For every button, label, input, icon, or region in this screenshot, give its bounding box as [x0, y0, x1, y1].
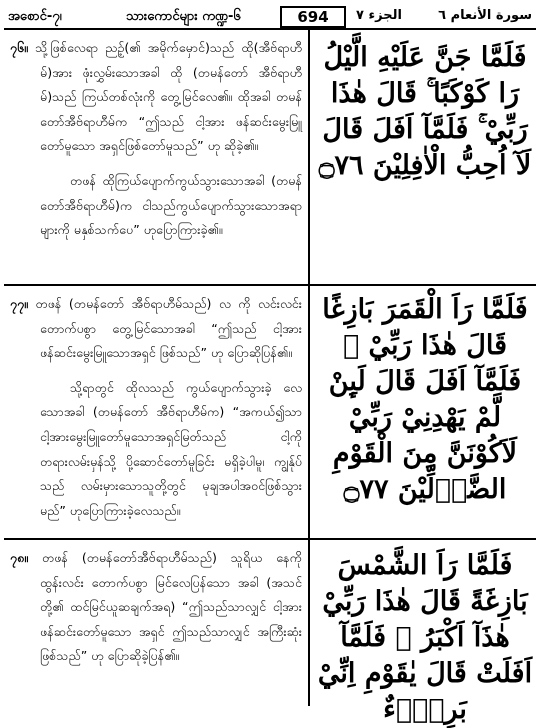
- volume-label: အစောင်-၇၊: [8, 9, 62, 24]
- translation-paragraph: သို့ရာတွင် ထိုလသည် ကွယ်ပျောက်သွားခဲ့ လေသောအခါ (တမန်တော် အီဗ်ရာဟီမ်က) “အကယ်၍သာ ငါ့အားမွေးမြူတော်မူသောအရှင်မြတ်သည် ငါ့ကို တရားလမ်းမှန်သို့ ပို့ဆောင်တော်မူခြင်း မရှိခဲ့ပါမူ၊ ကျွန်ုပ်သည် လမ်းမှားသောသူတို့တွင် မုချအပါအဝင်ဖြစ်သွားမည်” ဟုပြောကြားခဲ့လေသည်။: [40, 379, 302, 518]
- section-label: သားကောင်များ ကဏ္ဍ-၆: [126, 9, 241, 24]
- verse-divider-2: [4, 538, 536, 540]
- translation-paragraph: ၇၆။ သို့ဖြစ်လေရာ ညဉ့်(၏ အမိုက်မှောင်)သည် ထို(အီဗ်ရာဟီမ်)အား ဖုံးလွှမ်းသောအခါ ထို (တမန်တော် အီဗ်ရာဟီမ်)သည် ကြယ်တစ်လုံးကို တွေ့မြင်လေ၏။ ထိုအခါ တမန်တော်အီဗ်ရာဟီမ်က “ဤသည် ငါ့အား ဖန်ဆင်းမွေးမြူတော်မူသော အရှင်ဖြစ်တော်မူသည်” ဟု ဆိုခဲ့၏။: [10, 40, 302, 154]
- verse-number: ၇၈။: [10, 550, 29, 565]
- verse-translation: [10, 546, 302, 669]
- arabic-verse: فَلَمَّا رَاَ الْقَمَرَ بَازِغًا قَالَ هٰذَا رَبِّيْ ۚ فَلَمَّآ اَفَلَ قَالَ لَىِٕنْ لَّمْ يَهْدِنِيْ رَبِّيْ لَاَكُوْنَنَّ مِنَ الْقَوْمِ الضَّاۤلِّيْنَ ۝٧٧: [322, 294, 528, 505]
- arabic-verse: فَلَمَّا رَاَ الشَّمْسَ بَازِغَةً قَالَ هٰذَا رَبِّيْ هٰذَآ اَكْبَرُ ۚ فَلَمَّآ اَفَلَتْ قَالَ يٰقَوْمِ اِنِّيْ بَرِيْۤءٌ: [317, 550, 533, 725]
- translation-paragraph: ၇၈။ တဖန် (တမန်တော်အီဗ်ရာဟီမ်သည်) သူရိယ နေကို ထွန်းလင်း တောက်ပစွာ မြင်လေပြန်သော အခါ (အသင်တို့၏ ထင်မြင်ယူဆချက်အရ) “ဤသည်သာလျှင် ငါ့အား ဖန်ဆင်းတော်မူသော အရှင် ဤသည်သာလျှင် အကြီးဆုံးဖြစ်သည်” ဟု ပြောဆိုခဲ့ပြန်၏။: [10, 550, 302, 664]
- arabic-verse: فَلَمَّا جَنَّ عَلَيْهِ الَّيْلُ رَا كَوْكَبًا ۚ قَالَ هٰذَا رَبِّيْ ۚ فَلَمَّآ اَفَلَ قَالَ لَآ اُحِبُّ الْاٰفِلِيْنَ ۝٧٦: [318, 42, 532, 181]
- translation-paragraph: တဖန် ထိုကြယ်ပျောက်ကွယ်သွားသောအခါ (တမန်တော်အီဗ်ရာဟီမ်)က ငါသည်ကွယ်ပျောက်သွားသောအရာများကို မနှစ်သက်ပေ” ဟုပြောကြားခဲ့၏။: [40, 172, 302, 238]
- page-header: [8, 6, 534, 28]
- verse-translation: [10, 36, 302, 243]
- verse-number: ၇၇။: [10, 296, 28, 311]
- column-divider: [308, 30, 310, 706]
- verse-number: ၇၆။: [10, 40, 28, 55]
- verse-translation: [10, 292, 302, 523]
- surah-label: سورة الأنعام ٦: [438, 8, 532, 23]
- verse-divider-1: [4, 284, 536, 286]
- translation-paragraph: ၇၇။ တဖန် (တမန်တော် အီဗ်ရာဟီမ်သည်) လ ကို လင်းလင်းတောက်ပစွာ တွေ့မြင်သောအခါ “ဤသည် ငါ့အား ဖန်ဆင်းမွေးမြူသောအရှင် ဖြစ်သည်” ဟု ပြောဆိုပြန်၏။: [10, 296, 302, 361]
- juz-label: الجزء ٧: [356, 8, 402, 23]
- page-number: 694: [280, 6, 346, 28]
- header-rule: [4, 28, 536, 30]
